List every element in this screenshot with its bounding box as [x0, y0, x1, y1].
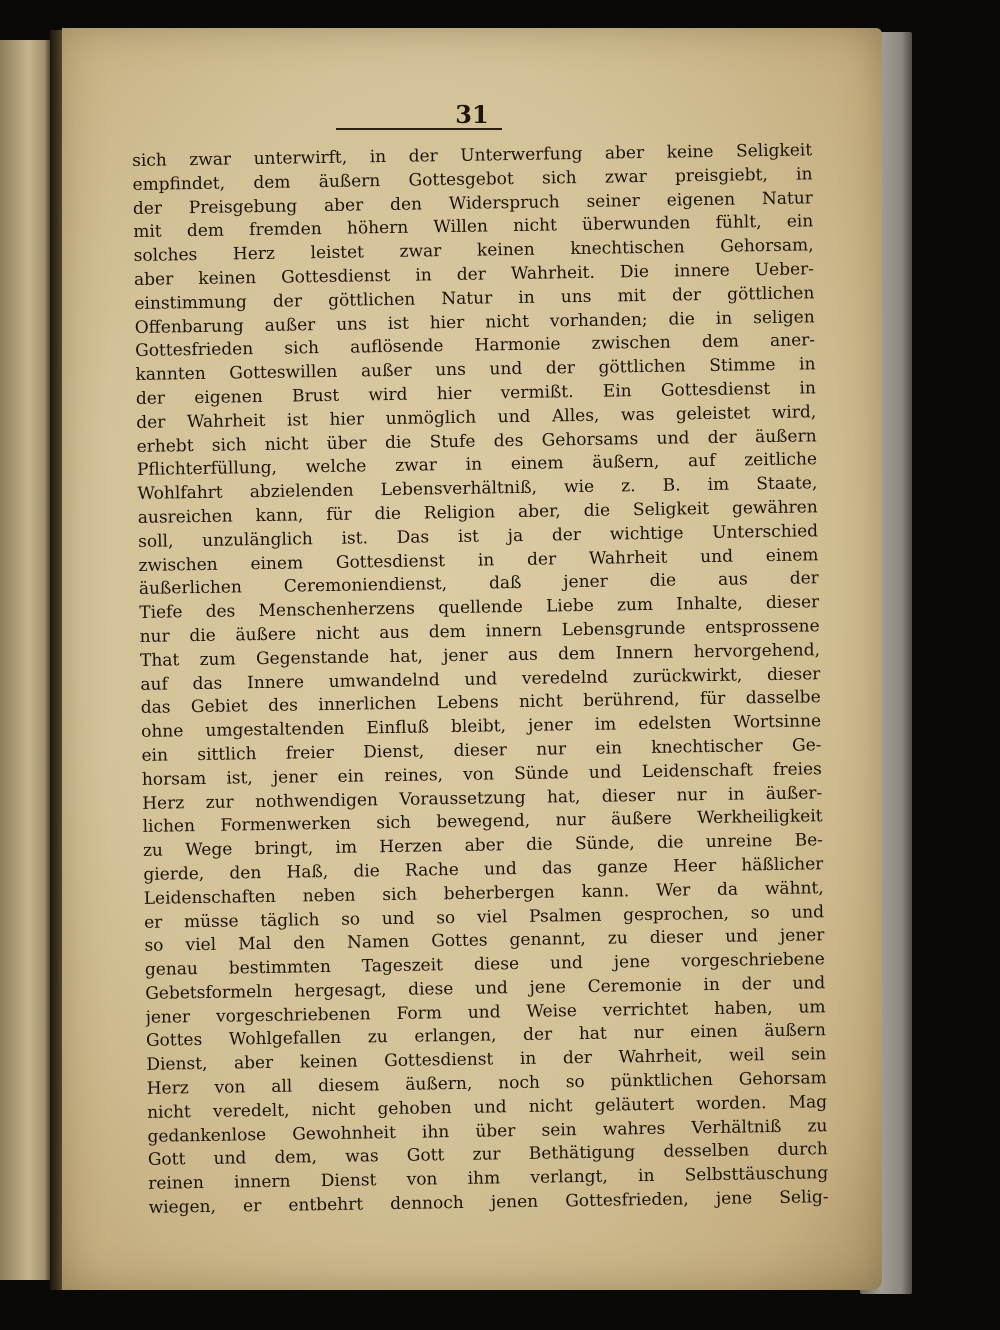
text-line: einstimmung der göttlichen Natur in uns mit der göttlichen: [134, 283, 815, 314]
text-line: Herz zur nothwendigen Voraussetzung hat, dieser nur in äußer-: [142, 782, 823, 814]
text-line: Wohlfahrt abzielenden Lebensverhältniß, wie z. B. im Staate,: [137, 473, 818, 505]
text-line: lichen Formenwerken sich bewegend, nur äußere Werkheiligkeit: [142, 806, 823, 838]
text-line: so viel Mal den Namen Gottes genannt, zu dieser und jener: [144, 925, 825, 957]
text-line: empfindet, dem äußern Gottesgebot sich zwar preisgiebt, in: [132, 164, 813, 195]
text-line: jener vorgeschriebenen Form und Weise verrichtet haben, um: [145, 996, 826, 1028]
text-line: erhebt sich nicht über die Stufe des Gehorsams und der äußern: [136, 425, 817, 457]
text-line: mit dem fremden höhern Willen nicht überwunden fühlt, ein: [133, 211, 814, 243]
text-line: aber keinen Gottesdienst in der Wahrheit. Die innere Ueber-: [133, 259, 815, 290]
text-line: äußerlichen Ceremoniendienst, daß jener die aus der: [138, 568, 819, 600]
text-line: reinen innern Dienst von ihm verlangt, in Selbsttäuschung: [148, 1163, 829, 1195]
text-line: wiegen, er entbehrt dennoch jenen Gottesfrieden, jene Selig-: [148, 1187, 829, 1218]
header-rule: [336, 128, 502, 130]
text-line: zwischen einem Gottesdienst in der Wahrheit und einem: [138, 544, 819, 576]
text-line: ohne umgestaltenden Einfluß bleibt, jener im edelsten Wortsinne: [140, 711, 822, 743]
text-line: nicht veredelt, nicht gehoben und nicht geläutert worden. Mag: [146, 1092, 828, 1123]
page-number: 31: [455, 100, 489, 129]
text-line: der Preisgebung aber den Widerspruch seiner eigenen Natur: [132, 187, 813, 219]
text-line: Gottes Wohlgefallen zu erlangen, der hat nur einen äußern: [145, 1020, 827, 1052]
text-line: nur die äußere nicht aus dem innern Lebensgrunde entsprossene: [139, 616, 820, 647]
text-line: auf das Innere umwandelnd und veredelnd zurückwirkt, dieser: [140, 663, 821, 695]
text-line: der eigenen Brust wird hier vermißt. Ein Gottesdienst in: [135, 378, 816, 409]
book-page: [62, 28, 882, 1290]
text-line: sich zwar unterwirft, in der Unterwerfung aber keine Seligkeit: [132, 140, 813, 171]
text-line: genau bestimmten Tageszeit diese und jene vorgeschriebene: [144, 949, 825, 980]
text-line: ein sittlich freier Dienst, dieser nur ein knechtischer Ge-: [141, 735, 822, 766]
text-line: Tiefe des Menschenherzens quellende Liebe zum Inhalte, dieser: [139, 592, 820, 624]
text-line: gedankenlose Gewohnheit ihn über sein wahres Verhältniß zu: [147, 1115, 828, 1147]
text-line: gierde, den Haß, die Rache und das ganze Heer häßlicher: [143, 854, 824, 885]
text-line: Pflichterfüllung, welche zwar in einem äußern, auf zeitliche: [136, 449, 818, 481]
text-line: That zum Gegenstande hat, jener aus dem Innern hervorgehend,: [139, 639, 821, 671]
text-line: ausreichen kann, für die Religion aber, die Seligkeit gewähren: [137, 497, 818, 528]
text-line: horsam ist, jener ein reines, von Sünde und Leidenschaft freies: [141, 758, 822, 790]
text-line: solches Herz leistet zwar keinen knechtischen Gehorsam,: [133, 235, 814, 267]
body-text: [132, 139, 829, 1220]
text-line: kannten Gotteswillen außer uns und der göttlichen Stimme in: [135, 354, 816, 386]
text-line: Gott und dem, was Gott zur Bethätigung desselben durch: [147, 1139, 828, 1171]
text-line: Offenbarung außer uns ist hier nicht vorhanden; die in seligen: [134, 306, 815, 338]
text-line: Gottesfrieden sich auflösende Harmonie zwischen dem aner-: [135, 330, 816, 362]
text-line: das Gebiet des innerlichen Lebens nicht berührend, für dasselbe: [140, 687, 821, 719]
text-line: Herz von all diesem äußern, noch so pünktlichen Gehorsam: [146, 1068, 827, 1099]
text-line: soll, unzulänglich ist. Das ist ja der wichtige Unterschied: [137, 521, 819, 552]
text-line: Leidenschaften neben sich beherbergen kann. Wer da wähnt,: [143, 877, 824, 909]
text-line: Gebetsformeln hergesagt, diese und jene Ceremonie in der und: [145, 973, 826, 1004]
text-line: der Wahrheit ist hier unmöglich und Alles, was geleistet wird,: [136, 402, 817, 433]
text-line: zu Wege bringt, im Herzen aber die Sünde, die unreine Be-: [142, 830, 824, 862]
text-line: Dienst, aber keinen Gottesdienst in der Wahrheit, weil sein: [146, 1044, 827, 1076]
left-page-edge: [0, 40, 52, 1280]
text-line: er müsse täglich so und so viel Psalmen gesprochen, so und: [143, 901, 825, 933]
